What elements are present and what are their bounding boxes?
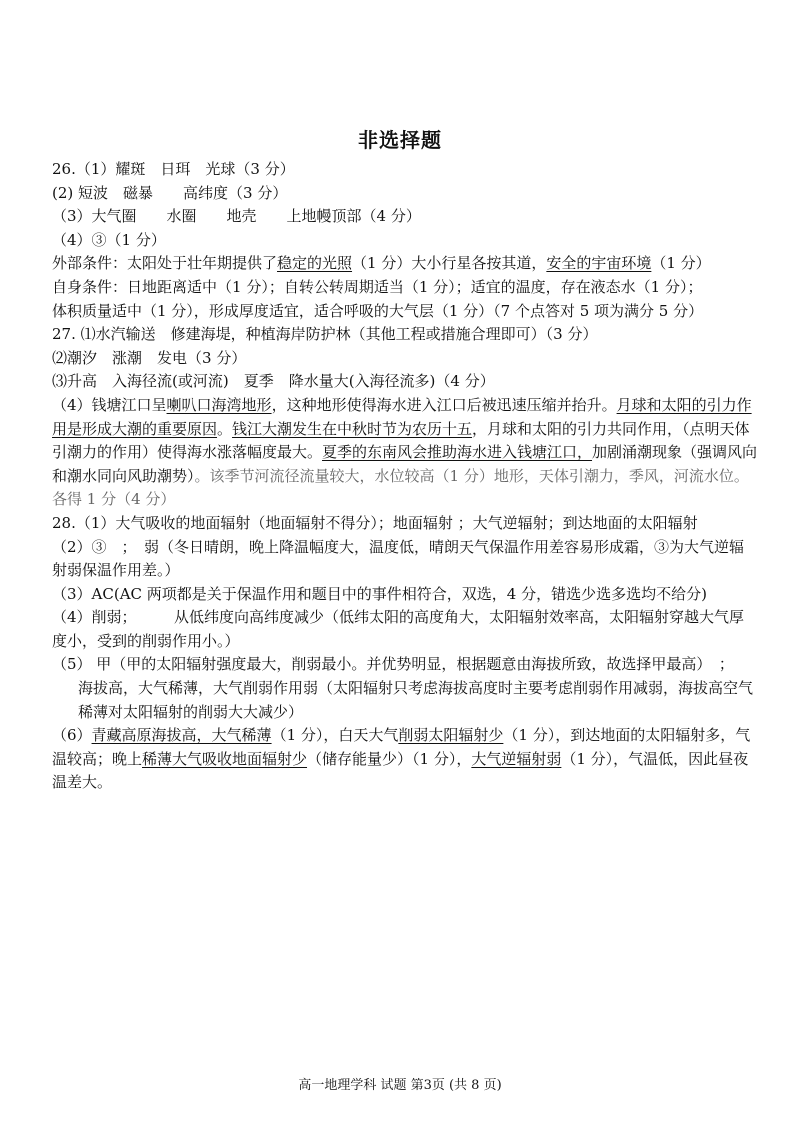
answer-28-5: （5） 甲（甲的太阳辐射强度最大，削弱最小。并优势明显，根据题意由海拔所致，故选择甲最高） ； <box>52 655 734 674</box>
text: （储存能量少）（1 分）， <box>307 749 472 768</box>
section-title: 非选择题 <box>358 128 442 152</box>
underlined-text: 月球和太阳的引力作用是形成大潮的重要原因 <box>52 395 752 438</box>
gray-text: 。该季节河流径流量较大，水位较高（1 分）地形，天体引潮力，季风，河流水位。各得 1 分（4 分） <box>52 466 749 509</box>
answer-body <box>52 158 758 795</box>
text: ，月球和太阳的引力共同作用，（点明天体引潮力的作用）使得海水涨落幅度最大。 <box>52 419 750 462</box>
text: 外部条件：太阳处于壮年期提供了 <box>52 254 278 273</box>
answer-27-2: ⑵潮汐 涨潮 发电（3 分） <box>52 348 247 367</box>
own-conditions: 自身条件：日地距离适中（1 分）；自转公转周期适当（1 分）；适宜的温度，存在液态水（1 分）； <box>52 277 703 296</box>
text: （4）钱塘江口呈 <box>52 395 167 414</box>
underlined-text: 稀薄大气吸收地面辐射少 <box>142 749 308 768</box>
answer-28-2: （2）③ ； 弱（冬日晴朗，晚上降温幅度大，温度低，晴朗天气保温作用差容易形成霜，③为大气逆辐射弱保温作用差。） <box>52 537 745 580</box>
answer-26-3: （3）大气圈 水圈 地壳 上地幔顶部（4 分） <box>52 207 421 226</box>
underlined-text: 大气逆辐射弱 <box>471 749 562 768</box>
text: （1 分），到达地面的太阳辐射多，气温较高；晚上 <box>52 726 751 768</box>
answer-26-1: 26.（1）耀斑 日珥 光球（3 分） <box>52 160 295 178</box>
text: （1 分），气温低，因此昼夜温差大。 <box>52 749 749 792</box>
underlined-text: 安全的宇宙环境 <box>546 254 652 273</box>
text: 。 <box>217 419 233 438</box>
text: （1 分） <box>651 254 711 273</box>
answer-26-2: (2) 短波 磁暴 高纬度（3 分） <box>52 183 288 202</box>
external-conditions <box>52 252 758 276</box>
answer-28-4: （4）削弱； 从低纬度向高纬度减少（低纬太阳的高度角大，太阳辐射效率高，太阳辐射穿越大气厚度小，受到的削弱作用小。） <box>52 608 745 650</box>
text: （1 分），白天大气 <box>271 726 399 745</box>
underlined-text: 夏季的东南风会推助海水进入钱塘江口， <box>322 443 593 462</box>
underlined-text: 钱江大潮发生在中秋时节为农历十五 <box>232 419 473 438</box>
answer-28-5-cont: 海拔高，大气稀薄，大气削弱作用弱（太阳辐射只考虑海拔高度时主要考虑削弱作用减弱，海拔高空气稀薄对太阳辐射的削弱大大减少） <box>78 679 754 721</box>
text: （6） <box>52 726 92 745</box>
answer-28-3: （3）AC(AC 两项都是关于保温作用和题目中的事件相符合，双选，4 分，错选少选多选均不给分) <box>52 584 707 603</box>
answer-28-1: 28.（1）大气吸收的地面辐射（地面辐射不得分）；地面辐射 ；大气逆辐射；到达地面的太阳辐射 <box>52 513 698 532</box>
text: （1 分）大小行星各按其道， <box>352 254 547 273</box>
underlined-text: 喇叭口海湾地形 <box>166 395 272 414</box>
answer-28-6 <box>52 724 758 795</box>
answer-26-4: （4）③（1 分） <box>52 230 166 249</box>
answer-27-4 <box>52 394 758 512</box>
answer-27-1: 27. ⑴水汽输送 修建海堤，种植海岸防护林（其他工程或措施合理即可）（3 分） <box>52 325 598 344</box>
page-footer: 高一地理学科 试题 第3页 (共 8 页) <box>298 1078 502 1093</box>
underlined-text: 青藏高原海拔高，大气稀薄 <box>91 726 272 745</box>
underlined-text: 削弱太阳辐射少 <box>398 726 504 745</box>
underlined-text: 稳定的光照 <box>277 254 353 273</box>
text: ，这种地形使得海水进入江口后被迅速压缩并抬升。 <box>271 395 617 414</box>
own-conditions-cont: 体积质量适中（1 分），形成厚度适宜，适合呼吸的大气层（1 分）（7 个点答对 5 项为满分 5 分） <box>52 301 704 320</box>
answer-27-3: ⑶升高 入海径流(或河流) 夏季 降水量大(入海径流多)（4 分） <box>52 372 495 391</box>
text: 加剧涌潮现象（强调风向和潮水同向风助潮势） <box>52 443 758 485</box>
